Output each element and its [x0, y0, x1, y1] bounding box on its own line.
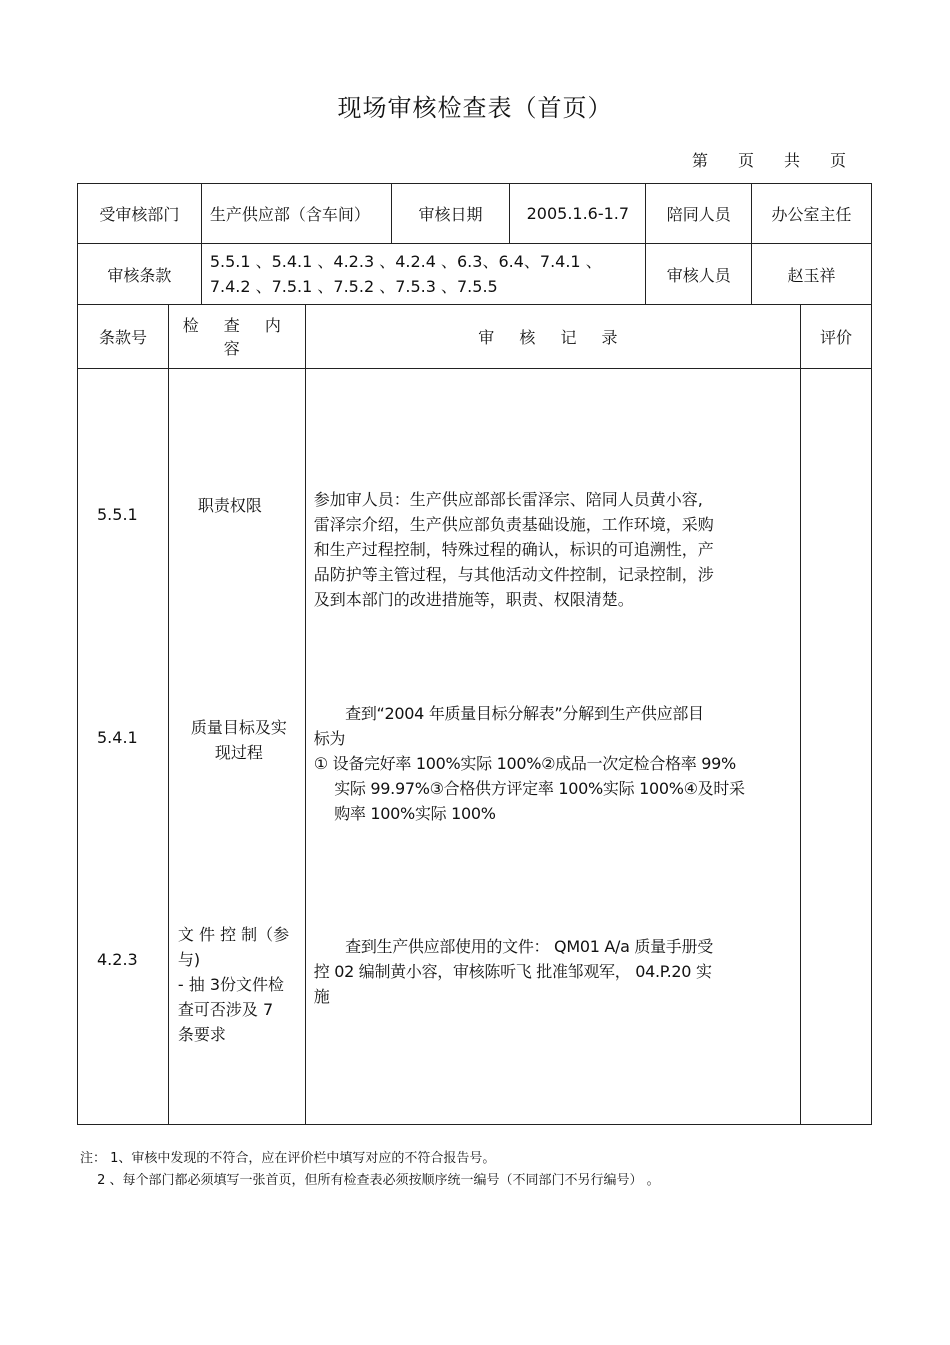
- content-line: 职责权限: [197, 496, 262, 515]
- content-line: 质量目标及实: [190, 718, 287, 737]
- audit-record-table: [77, 304, 872, 1125]
- record-line: 施: [313, 987, 330, 1006]
- col-header-clause-no: 条款号: [78, 304, 169, 369]
- record-line: 购率 100%实际 100%: [313, 804, 496, 823]
- page-ye: 页: [737, 151, 754, 170]
- col-header-evaluation: 评价: [801, 304, 872, 369]
- content-line: 条要求: [177, 1025, 226, 1044]
- page-ye-total: 页: [829, 151, 846, 170]
- record-line: 雷泽宗介绍，生产供应部负责基础设施，工作环境，采购: [313, 515, 714, 534]
- content-cell: [168, 369, 305, 1125]
- content-line: - 抽 3份文件检: [177, 975, 285, 994]
- clause-label: 审核条款: [78, 244, 202, 305]
- clause-number: 5.4.1: [97, 728, 138, 747]
- content-line: 与): [177, 950, 201, 969]
- page-gong: 共: [783, 151, 800, 170]
- content-item: [198, 493, 262, 518]
- footnote-line: 注： 1、审核中发现的不符合，应在评价栏中填写对应的不符合报告号。: [80, 1151, 496, 1166]
- record-cell: [305, 369, 800, 1125]
- dept-label: 受审核部门: [78, 184, 202, 244]
- clause-number: 5.5.1: [97, 505, 138, 524]
- page-di: 第: [691, 151, 708, 170]
- content-line: 查可否涉及 7: [177, 1000, 274, 1019]
- document-title: 现场审核检查表（首页）: [337, 94, 613, 122]
- record-line: ① 设备完好率 100%实际 100%②成品一次定检合格率 99%: [313, 754, 736, 773]
- auditor-value: 赵玉祥: [752, 244, 872, 305]
- record-line: 查到“2004 年质量目标分解表”分解到生产供应部目: [313, 704, 704, 723]
- evaluation-cell: [801, 369, 872, 1125]
- footnotes: [80, 1148, 660, 1192]
- audit-header-table: [77, 183, 872, 305]
- clause-list-line: 7.4.2 、7.5.1 、7.5.2 、7.5.3 、7.5.5: [209, 277, 498, 296]
- record-item: [314, 487, 796, 612]
- clause-list: [201, 244, 645, 305]
- content-item: [178, 922, 300, 1047]
- content-line: 现过程: [214, 743, 263, 762]
- dept-value: 生产供应部（含车间）: [201, 184, 391, 244]
- footnote-line: 2 、每个部门都必须填写一张首页，但所有检查表必须按顺序统一编号（不同部门不另行编号） 。: [80, 1173, 660, 1188]
- record-line: 和生产过程控制，特殊过程的确认，标识的可追溯性，产: [313, 540, 714, 559]
- col-header-record: 审 核 记 录: [305, 304, 800, 369]
- record-item: [314, 701, 802, 826]
- date-value: 2005.1.6-1.7: [510, 184, 646, 244]
- clause-number: 4.2.3: [97, 950, 138, 969]
- record-line: 及到本部门的改进措施等，职责、权限清楚。: [313, 590, 634, 609]
- clause-list-line: 5.5.1 、5.4.1 、4.2.3 、4.2.4 、6.3、6.4、7.4.1 、: [209, 252, 602, 271]
- content-line: 文 件 控 制（参: [177, 925, 290, 944]
- content-item: [179, 715, 299, 765]
- record-line: 品防护等主管过程，与其他活动文件控制，记录控制，涉: [313, 565, 714, 584]
- col-header-content: 检 查 内 容: [168, 304, 305, 369]
- record-line: 标为: [313, 729, 346, 748]
- companion-value: 办公室主任: [752, 184, 872, 244]
- auditor-label: 审核人员: [646, 244, 752, 305]
- page-number-line: [662, 148, 846, 171]
- clause-no-cell: [78, 369, 169, 1125]
- record-line: 查到生产供应部使用的文件： QM01 A/a 质量手册受: [313, 937, 713, 956]
- date-label: 审核日期: [391, 184, 510, 244]
- record-line: 参加审人员：生产供应部部长雷泽宗、陪同人员黄小容,: [313, 490, 703, 509]
- companion-label: 陪同人员: [646, 184, 752, 244]
- record-item: [314, 934, 796, 1009]
- record-line: 实际 99.97%③合格供方评定率 100%实际 100%④及时采: [313, 779, 745, 798]
- record-line: 控 02 编制黄小容，审核陈听飞 批准邹观军， 04.P.20 实: [313, 962, 712, 981]
